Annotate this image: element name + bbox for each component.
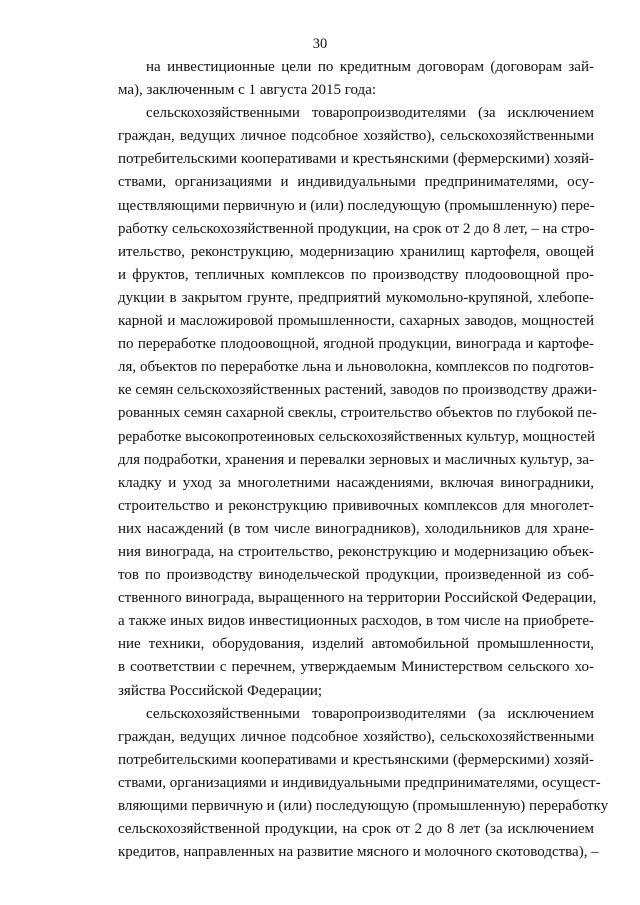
paragraph-2-line-11: по переработке плодоовощной, ягодной продукции, винограда и картофе- [118,336,594,353]
paragraph-2-line-3: потребительскими кооперативами и крестьянскими (фермерскими) хозяй- [118,151,594,168]
paragraph-2-line-7: ительство, реконструкцию, модернизацию хранилищ картофеля, овощей [118,243,594,260]
paragraph-2-line-25: в соответствии с перечнем, утверждаемым Министерством сельского хо- [118,659,594,676]
paragraph-3-line-7: кредитов, направленных на развитие мясного и молочного скотоводства), – [118,844,599,861]
paragraph-2-line-9: дукции в закрытом грунте, предприятий мукомольно-крупяной, хлебопе- [118,289,594,306]
paragraph-1-line-1: на инвестиционные цели по кредитным договорам (договорам зай- [146,59,594,75]
paragraph-2-line-23: а также иных видов инвестиционных расходов, в том числе на приобрете- [118,613,594,630]
paragraph-3-line-5: вляющими первичную и (или) последующую (промышленную) переработку [118,798,609,814]
paragraph-2-line-10: карной и масложировой промышленности, сахарных заводов, мощностей [118,313,594,330]
paragraph-2-line-15: реработке высокопротеиновых сельскохозяйственных культур, мощностей [118,428,596,445]
paragraph-3-line-2: граждан, ведущих личное подсобное хозяйство), сельскохозяйственными [118,728,594,745]
paragraph-2-line-5: ществляющими первичную и (или) последующую (промышленную) пере- [118,197,595,214]
paragraph-3-line-1: сельскохозяйственными товаропроизводителями (за исключением [146,705,594,722]
paragraph-2-line-18: строительство и реконструкцию прививочных комплексов для многолет- [118,497,594,514]
paragraph-2-line-20: ния винограда, на строительство, реконструкцию и модернизацию объек- [118,543,594,560]
paragraph-3-line-6: сельскохозяйственной продукции, на срок от 2 до 8 лет (за исключением [118,821,594,838]
paragraph-2-line-14: рованных семян сахарной свеклы, строительство объектов по глубокой пе- [118,405,597,422]
paragraph-2-line-17: кладку и уход за многолетними насаждениями, включая виноградники, [118,474,594,491]
paragraph-2-line-16: для подработки, хранения и перевалки зерновых и масличных культур, за- [118,451,594,468]
page-number: 30 [312,36,328,52]
paragraph-2-line-21: тов по производству винодельческой продукции, произведенной из соб- [118,567,594,584]
paragraph-2-line-2: граждан, ведущих личное подсобное хозяйство), сельскохозяйственными [118,128,594,145]
body-text [118,56,609,864]
paragraph-2-line-13: ке семян сельскохозяйственных растений, заводов по производству дражи- [118,382,598,399]
paragraph-2-line-12: ля, объектов по переработке льна и льноволокна, комплексов по подготов- [118,359,594,376]
paragraph-3-line-4: ствами, организациями и индивидуальными предпринимателями, осущест- [118,774,601,791]
paragraph-2-line-22: ственного винограда, выращенного на территории Российской Федерации, [118,590,597,607]
paragraph-2-line-4: ствами, организациями и индивидуальными предпринимателями, осу- [118,174,594,191]
paragraph-2-line-6: работку сельскохозяйственной продукции, на срок от 2 до 8 лет, – на стро- [118,220,595,237]
paragraph-2-line-24: ние техники, оборудования, изделий автомобильной промышленности, [118,636,594,653]
paragraph-1-line-2: ма), заключенным с 1 августа 2015 года: [118,82,377,99]
paragraph-2-line-1: сельскохозяйственными товаропроизводителями (за исключением [146,105,594,122]
paragraph-2-line-26: зяйства Российской Федерации; [118,682,323,699]
paragraph-2-line-19: них насаждений (в том числе виноградников), холодильников для хране- [118,520,594,537]
paragraph-2-line-8: и фруктов, тепличных комплексов по производству плодоовощной про- [118,266,594,283]
paragraph-3-line-3: потребительскими кооперативами и крестьянскими (фермерскими) хозяй- [118,751,594,768]
